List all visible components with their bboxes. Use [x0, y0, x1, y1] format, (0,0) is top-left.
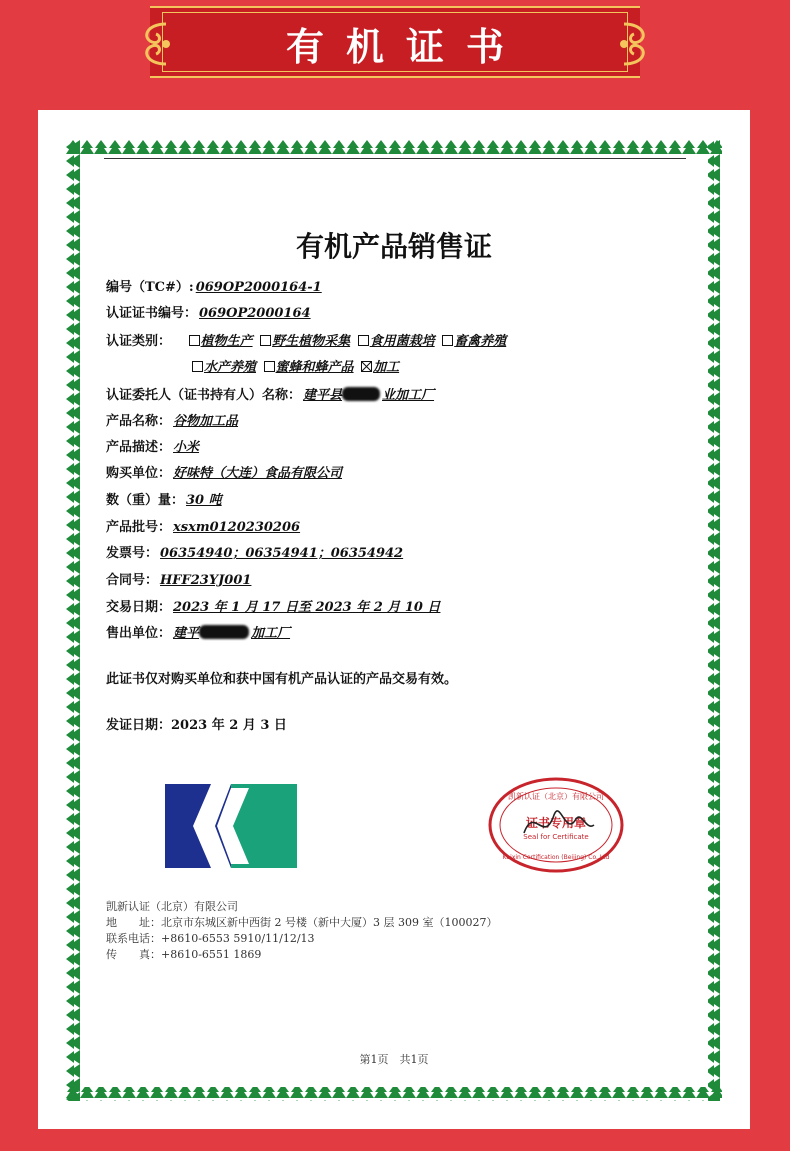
issue-date-label: 发证日期：: [106, 718, 172, 733]
batch-value: xsxm0120230206: [173, 520, 301, 535]
holder-label: 认证委托人（证书持有人）名称：: [106, 388, 302, 403]
category-plant: 植物生产: [200, 334, 253, 349]
seller-row: [106, 622, 290, 641]
category-checkbox-livestock: [442, 335, 453, 346]
product-name-row: [106, 410, 238, 429]
top-rule: [104, 158, 686, 159]
category-row-2: [189, 356, 399, 375]
seller-value-prefix: 建平: [173, 626, 200, 641]
category-label: 认证类别：: [106, 334, 172, 349]
seller-label: 售出单位：: [106, 626, 172, 641]
invoice-value: 06354940；06354941；06354942: [160, 546, 404, 561]
quantity-row: [106, 489, 222, 508]
footer-address: 地 址：北京市东城区新中西街 2 号楼（新中大厦）3 层 309 室（100027）: [106, 916, 498, 929]
category-checkbox-aquaculture: [192, 361, 203, 372]
batch-label: 产品批号：: [106, 520, 172, 535]
batch-row: [106, 516, 300, 535]
tc-number-row: [106, 276, 322, 295]
quantity-value: 30 吨: [186, 493, 222, 508]
contract-row: [106, 569, 251, 588]
cert-number-value: 069OP2000164: [199, 306, 311, 321]
category-bee: 蜜蜂和蜂产品: [275, 360, 354, 375]
issue-date-row: [106, 714, 287, 733]
tc-number-label: 编号（TC#）:: [106, 280, 194, 295]
holder-value-suffix: 业加工厂: [382, 388, 435, 403]
tc-number-value: 069OP2000164-1: [195, 280, 322, 295]
seller-value-suffix: 加工厂: [251, 626, 291, 641]
banner: [150, 6, 640, 78]
trade-date-value: 2023 年 1 月 17 日至 2023 年 2 月 10 日: [173, 600, 441, 615]
cert-number-row: [106, 302, 311, 321]
buyer-label: 购买单位：: [106, 466, 172, 481]
product-name-label: 产品名称：: [106, 414, 172, 429]
page-number: 第1页 共1页: [359, 1053, 429, 1066]
seal-top-text: 凯新认证（北京）有限公司: [508, 792, 604, 801]
product-desc-value: 小米: [173, 440, 200, 455]
document-title: 有机产品销售证: [295, 230, 492, 263]
category-livestock: 畜禽养殖: [454, 334, 507, 349]
footer-phone: 联系电话：+8610-6553 5910/11/12/13: [106, 932, 315, 945]
contract-value: HFF23YJ001: [160, 573, 252, 588]
category-row-1: [106, 330, 506, 349]
category-processing: 加工: [373, 360, 400, 375]
buyer-value: 好味特（大连）食品有限公司: [173, 466, 343, 481]
certificate-seal: [486, 775, 626, 875]
contract-label: 合同号：: [106, 573, 159, 588]
invoice-row: [106, 542, 403, 561]
category-fungi: 食用菌栽培: [369, 334, 435, 349]
category-aquaculture: 水产养殖: [204, 360, 257, 375]
category-checkbox-wild: [260, 335, 271, 346]
category-checkbox-bee: [264, 361, 275, 372]
category-checkbox-fungi: [358, 335, 369, 346]
product-name-value: 谷物加工品: [173, 414, 239, 429]
category-wild: 野生植物采集: [272, 334, 351, 349]
product-desc-row: [106, 436, 199, 455]
category-checkbox-plant: [189, 335, 200, 346]
buyer-row: [106, 462, 342, 481]
invoice-label: 发票号：: [106, 546, 159, 561]
footer-fax: 传 真：+8610-6551 1869: [106, 948, 262, 961]
seal-en-ring-text: Kaixin Certification (Beijing) Co.,Ltd: [502, 854, 610, 861]
footer-company: 凯新认证（北京）有限公司: [106, 900, 238, 913]
category-checkbox-processing: [361, 361, 372, 372]
issue-date-value: 2023 年 2 月 3 日: [171, 718, 287, 733]
seal-center-text: 证书专用章: [525, 816, 587, 830]
kaixin-logo: [165, 784, 297, 868]
holder-value-prefix: 建平县: [303, 388, 343, 403]
product-desc-label: 产品描述：: [106, 440, 172, 455]
certificate-paper: [38, 110, 750, 1129]
banner-title: 有机证书: [285, 25, 526, 69]
redaction-mark: [342, 387, 380, 401]
seal-en-center-text: Seal for Certificate: [523, 833, 589, 841]
trade-date-label: 交易日期：: [106, 600, 172, 615]
cert-number-label: 认证证书编号：: [106, 306, 198, 321]
trade-date-row: [106, 596, 440, 615]
quantity-label: 数（重）量：: [106, 493, 185, 508]
holder-row: [106, 384, 434, 403]
validity-note: 此证书仅对购买单位和获中国有机产品认证的产品交易有效。: [106, 672, 458, 687]
redaction-mark: [199, 625, 249, 639]
